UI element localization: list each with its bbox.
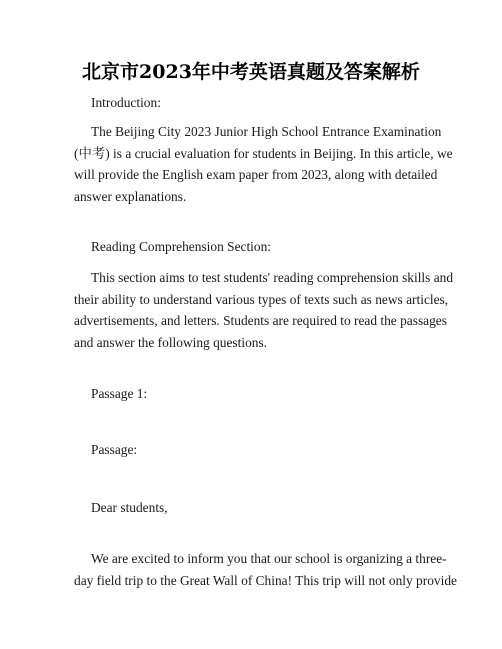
letter-paragraph <box>74 548 457 591</box>
letter-greeting: Dear students, <box>91 500 168 515</box>
intro-line: will provide the English exam paper from 2023, along with detailed <box>74 167 438 182</box>
passage-label: Passage: <box>91 442 138 457</box>
reading-line: advertisements, and letters. Students are required to read the passages <box>74 313 447 328</box>
reading-line: and answer the following questions. <box>74 334 268 350</box>
intro-line: answer explanations. <box>74 188 187 204</box>
letter-line: day field trip to the Great Wall of China! This trip will not only provide <box>74 572 457 588</box>
reading-line: their ability to understand various types of texts such as news articles, <box>74 291 449 307</box>
letter-line: We are excited to inform you that our school is organizing a three- <box>91 551 447 566</box>
intro-heading: Introduction: <box>91 95 161 110</box>
passage-number: Passage 1: <box>91 386 148 401</box>
intro-line: (中考) is a crucial evaluation for students in Beijing. In this article, we <box>74 145 453 161</box>
intro-line: The Beijing City 2023 Junior High School Entrance Examination <box>91 124 442 139</box>
intro-paragraph <box>74 121 453 207</box>
document-title: 北京市2023年中考英语真题及答案解析 <box>82 61 420 83</box>
reading-line: This section aims to test students' reading comprehension skills and <box>91 270 454 285</box>
reading-heading: Reading Comprehension Section: <box>91 239 272 254</box>
reading-paragraph <box>74 267 454 353</box>
